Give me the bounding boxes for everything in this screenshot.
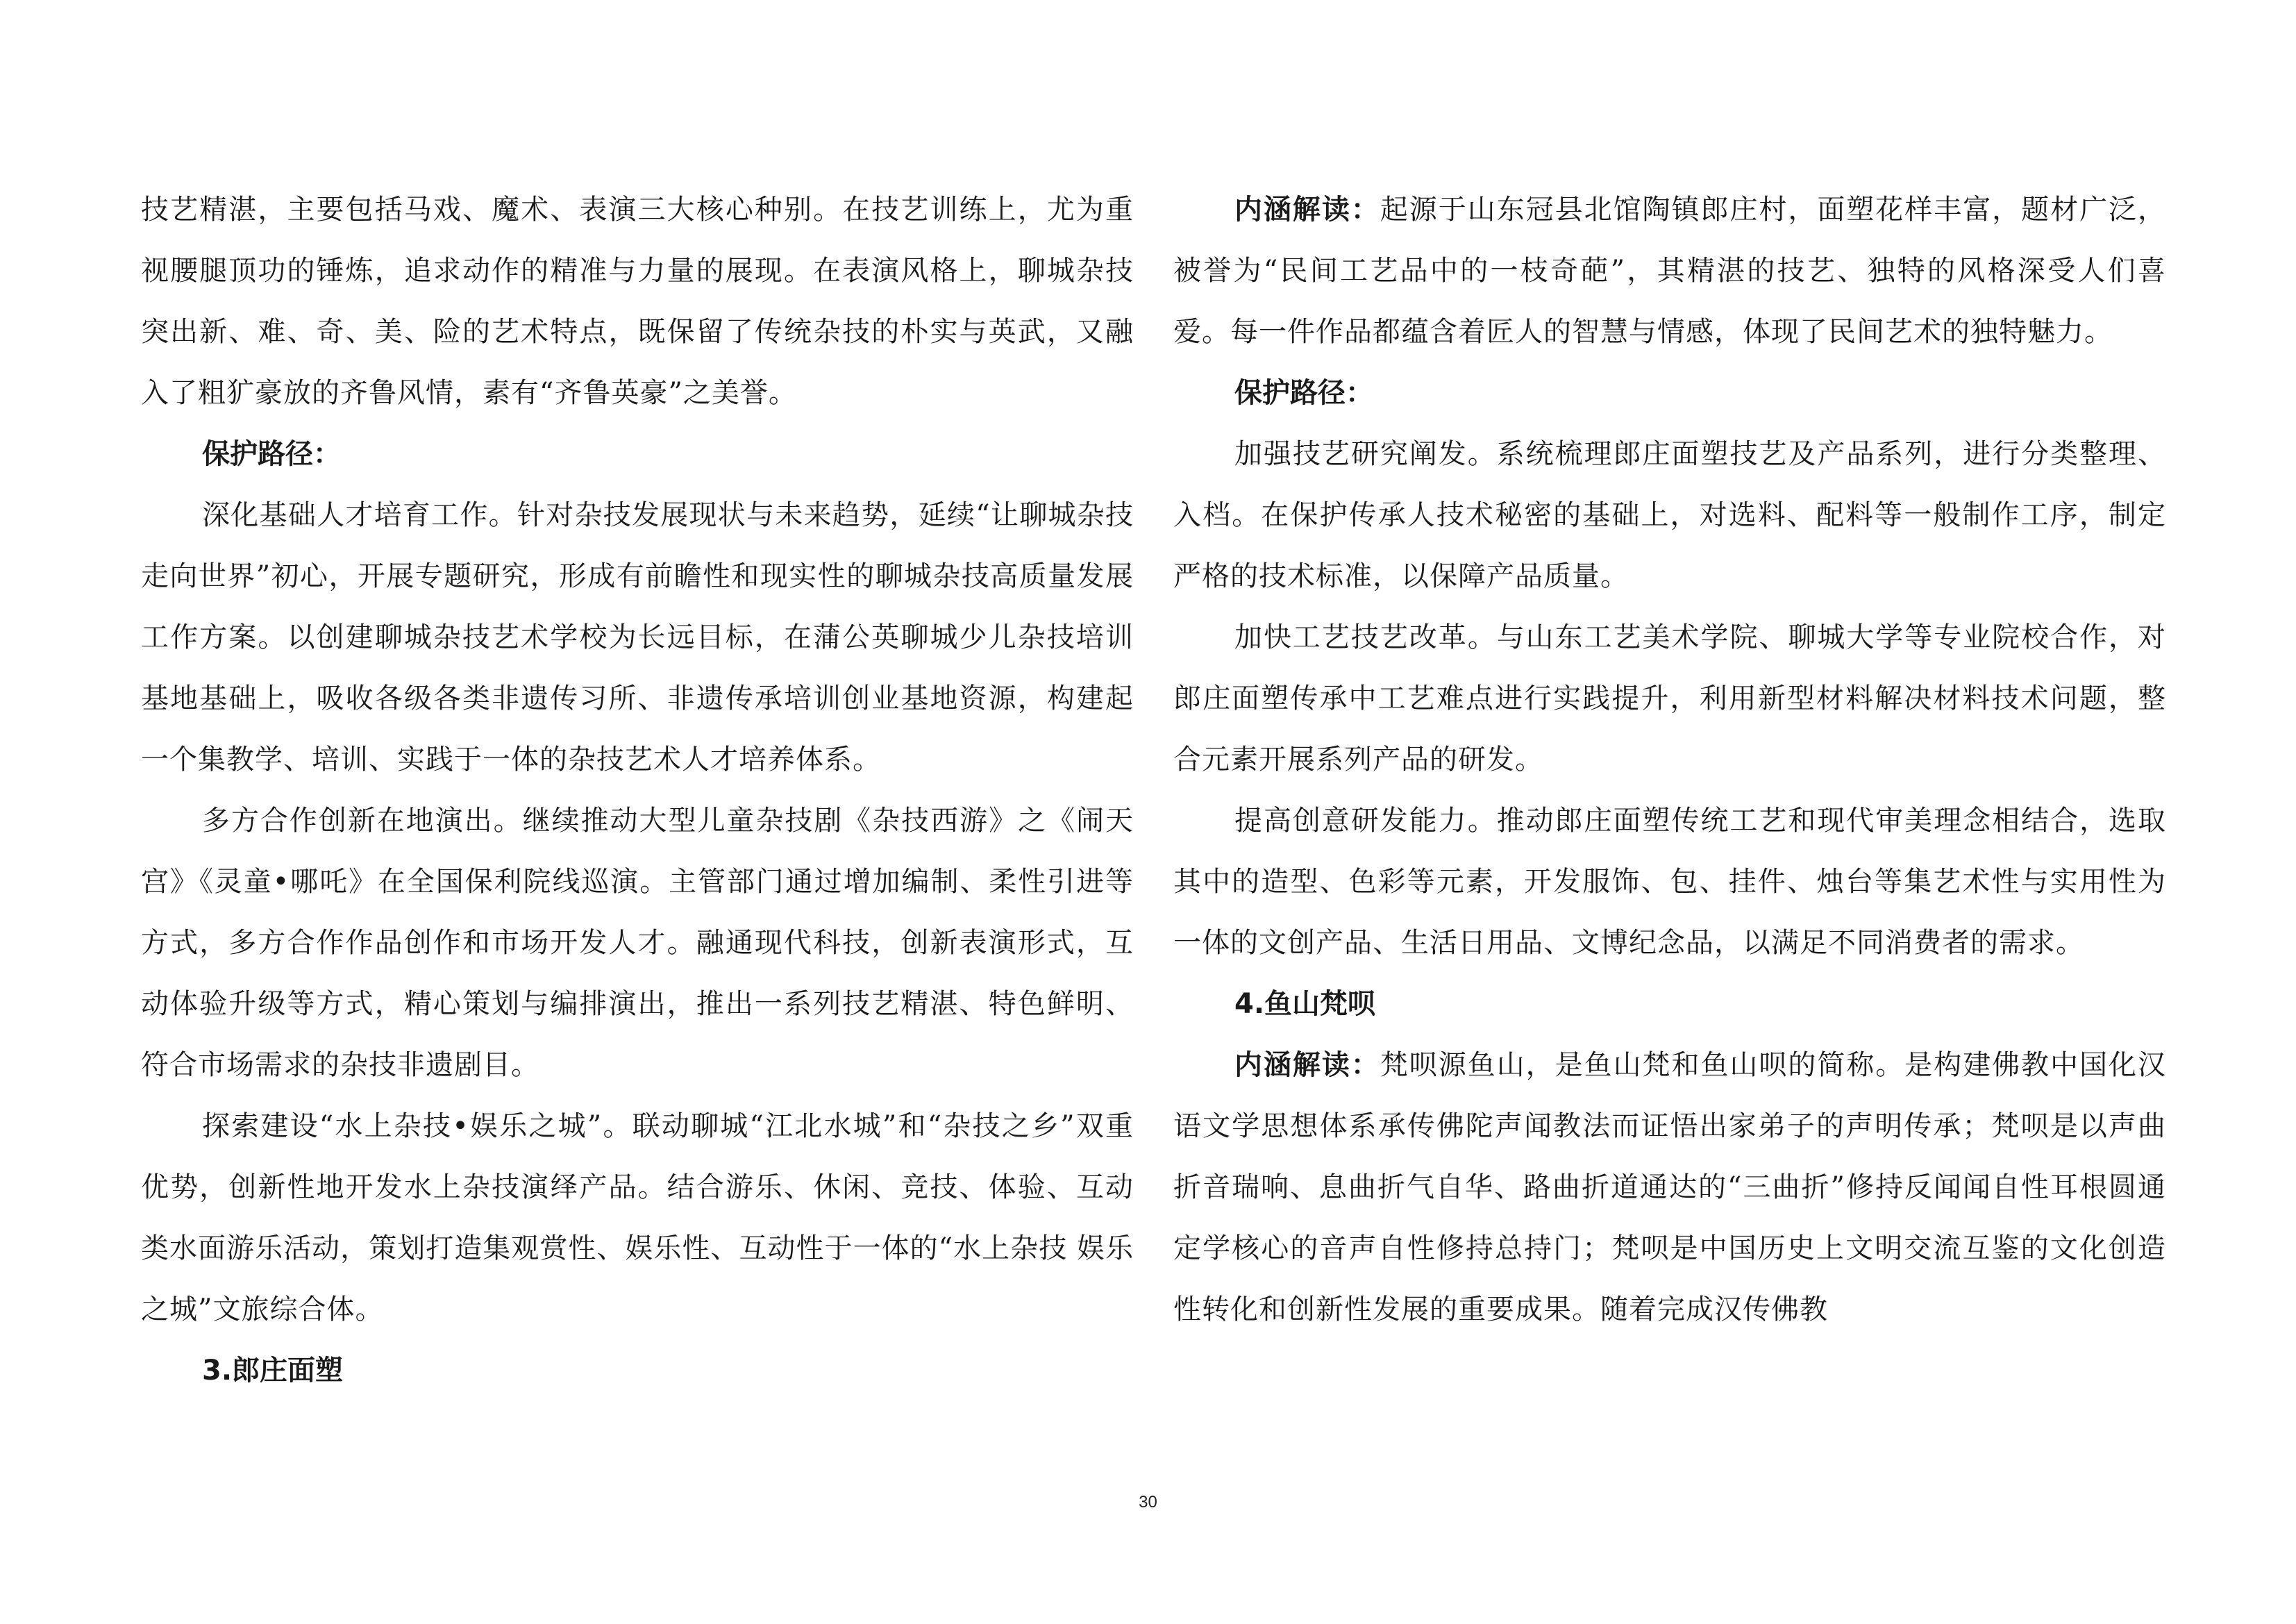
section-heading-langzhuang: 3.郎庄面塑 xyxy=(202,1355,344,1387)
paragraph-yushan-meaning xyxy=(1173,1035,2166,1340)
paragraph-water-acrobatics: 探索建设“水上杂技•娱乐之城”。联动聊城“江北水城”和“杂技之乡”双重优势，创新性地开发水上杂技演绎产品。结合游乐、休闲、竞技、体验、互动类水面游乐活动，策划打造集观赏性、娱乐性、互动性于一体的“水上杂技 娱乐之城”文旅综合体。 xyxy=(141,1110,1134,1325)
meaning-label: 内涵解读： xyxy=(1234,1049,1380,1081)
paragraph-creative-development: 提高创意研发能力。推动郎庄面塑传统工艺和现代审美理念相结合，选取其中的造型、色彩等元素，开发服饰、包、挂件、烛台等集艺术性与实用性为一体的文创产品、生活日用品、文博纪念品，以满足不同消费者的需求。 xyxy=(1173,805,2166,959)
right-column xyxy=(1173,179,2166,1340)
meaning-text: 起源于山东冠县北馆陶镇郎庄村，面塑花样丰富，题材广泛，被誉为“民间工艺品中的一枝奇葩”，其精湛的技艺、独特的风格深受人们喜爱。每一件作品都蕴含着匠人的智慧与情感，体现了民间艺术的独特魅力。 xyxy=(1173,194,2167,348)
left-column xyxy=(141,179,1134,1401)
paragraph-craft-reform: 加快工艺技艺改革。与山东工艺美术学院、聊城大学等专业院校合作，对郎庄面塑传承中工艺难点进行实践提升，利用新型材料解决材料技术问题，整合元素开展系列产品的研发。 xyxy=(1173,621,2166,776)
section-heading-yushan: 4.鱼山梵呗 xyxy=(1234,988,1376,1020)
paragraph-talent-cultivation: 深化基础人才培育工作。针对杂技发展现状与未来趋势，延续“让聊城杂技走向世界”初心，开展专题研究，形成有前瞻性和现实性的聊城杂技高质量发展工作方案。以创建聊城杂技艺术学校为长远目标，在蒲公英聊城少儿杂技培训基地基础上，吸收各级各类非遗传习所、非遗传承培训创业基地资源，构建起一个集教学、培训、实践于一体的杂技艺术人才培养体系。 xyxy=(141,499,1134,776)
meaning-label: 内涵解读： xyxy=(1234,194,1380,226)
paragraph-langzhuang-meaning xyxy=(1173,179,2166,362)
heading-protection-path: 保护路径： xyxy=(1234,377,1373,409)
page-number: 30 xyxy=(1139,1493,1157,1512)
heading-protection-path: 保护路径： xyxy=(202,438,341,470)
meaning-text: 梵呗源鱼山，是鱼山梵和鱼山呗的简称。是构建佛教中国化汉语文学思想体系承传佛陀声闻教法而证悟出家弟子的声明传承；梵呗是以声曲折音瑞响、息曲折气自华、路曲折道通达的“三曲折”修持反闻闻自性耳根圆通定学核心的音声自性修持总持门；梵呗是中国历史上文明交流互鉴的文化创造性转化和创新性发展的重要成果。随着完成汉传佛教 xyxy=(1173,1049,2167,1325)
paragraph-cooperative-performance: 多方合作创新在地演出。继续推动大型儿童杂技剧《杂技西游》之《闹天宫》《灵童•哪吒》在全国保利院线巡演。主管部门通过增加编制、柔性引进等方式，多方合作作品创作和市场开发人才。融通现代科技，创新表演形式，互动体验升级等方式，精心策划与编排演出，推出一系列技艺精湛、特色鲜明、符合市场需求的杂技非遗剧目。 xyxy=(141,805,1134,1081)
paragraph-skill-research: 加强技艺研究阐发。系统梳理郎庄面塑技艺及产品系列，进行分类整理、入档。在保护传承人技术秘密的基础上，对选料、配料等一般制作工序，制定严格的技术标准，以保障产品质量。 xyxy=(1173,438,2166,592)
paragraph-acrobatics-skill: 技艺精湛，主要包括马戏、魔术、表演三大核心种别。在技艺训练上，尤为重视腰腿顶功的锤炼，追求动作的精准与力量的展现。在表演风格上，聊城杂技突出新、难、奇、美、险的艺术特点，既保留了传统杂技的朴实与英武，又融入了粗犷豪放的齐鲁风情，素有“齐鲁英豪”之美誉。 xyxy=(141,194,1134,409)
